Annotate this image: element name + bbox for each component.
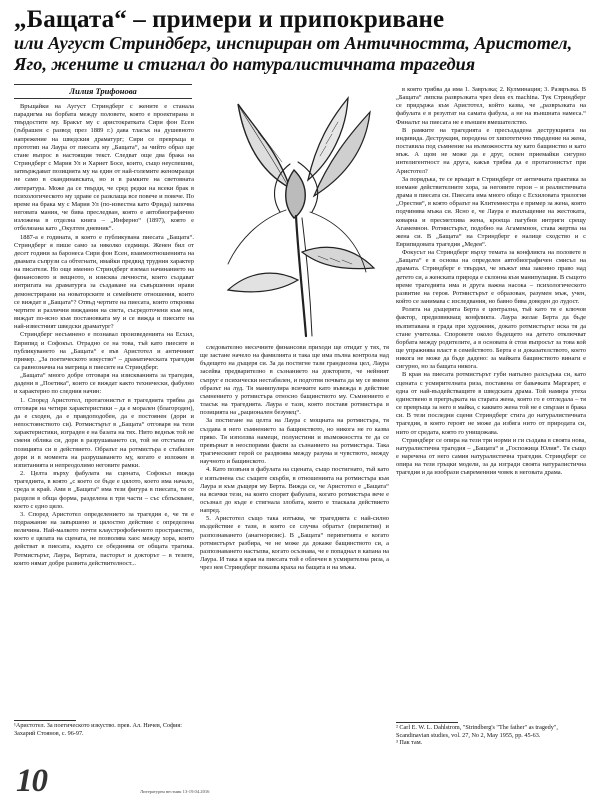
paragraph: В рамките на трагедията е пресъздадена деструкцията на индивида. Деструкция, породена от хипотетично твърдение на жена, поставила под съмнение на възможността му като бащинство и като мъж. А щом не може да е друг, освен приемайки сигурно интелигентност на друга, какъв трябва да е протагонистът при Аристотел? (396, 126, 586, 175)
paragraph: Стриндберг се опира на тези три норми и ги създава в своята нова, натуралистична трагедия – „Бащата“ и „Госпожица Юлия“. Тя също е наречена от него самия натуралистична трагедия. Стриндберг се опира на тези гръцки модели, за да изгради своята натуралистична трагедия и да изобрази съвременния човек в неговата драма. (396, 436, 586, 477)
footnote: ³ Пак там. (396, 739, 423, 747)
paragraph: За порядъка, те се връщат в Стриндберг от античната практика за вземане действителните хора, за неговите герои – и реалистичната драма в пиесата си. Пиесата има много общо с Есхиловата трилогия „Орестия“, в която образът на Клитемнестра е пример за жена, която подчинява мъжа си. Ясно е, че Лаура е въплъщение на жестоката, коварна и пресметлива жена, кроеща пагубни интриги срещу Агамемнон. Ротмистърът, подобно на Агамемнон, става жертва на жена си. В „Бащата“ на Стриндберг е налице сходство и с Еврипидовата трагедия „Медея“. (396, 175, 586, 248)
footnote-rule (396, 722, 458, 723)
byline-bottom-rule (14, 98, 192, 99)
paragraph: Стриндберг несъмнено е познавал произведенията на Есхил, Еврипид и Софокъл. Отрадно се на това, тъй като пиесите и публикуването на „Бащата“ е във Аристотел и античният пример. „За поетическото изкуство“ – драматическата трагедия са равнозначна на матрица в пиесите на Стриндберг. (14, 331, 194, 371)
paragraph: в която трябва да има 1. Завръзка; 2. Кулминация; 3. Развръзка. В „Бащата“ липсва развръзката чрез deus ex machina. Тук Стриндберг се придържа към Аристотел, който казва, че „развръзката на фабулата е в резултат на самата фабула, а не на външната намеса.“ Финалът на пиесата не е външен вмешателство. (396, 86, 586, 126)
footnote: ² Carl E. W. L. Dahlstrom, "Strindberg's "The father" as tragedy", Scandinavian studies, vol. 27, No 2, May 1955, pp. 45-63. (396, 724, 558, 739)
footnotes-right (396, 724, 586, 747)
paragraph: В края на пиесата ротмистърът губи напълно разсъдъка си, като сцената с усмирителната риза, поставена от бавачката Маргарет, е една от най-въздействащите в шведската драма. Той намира утеха единствено в прегръдката на старата жена, която го е отгледала – тя се превръща за него в майка, с каквато жена той не е свързан в брака си. В тези последни сцени Стриндберг стига до натуралистичната трагедия, в която героят не може да избяга нито от природата си, нито от средата, която го унищожава. (396, 371, 586, 436)
paragraph: 5. Аристотел също така изтъква, че трагедията с най-силно въздействие е тази, в която се случва обратът (перипетия) и разпознаването (анагноризис). В „Бащата“ перипетията е когато ротмистърът разбира, че не може да докаже бащинството си, а разпознаването настъпва, когато осъзнава, че е попаднал в капана на Лаура. И така в края на пиесата той е облечен в усмирителна риза, а чрез нея Стриндберг показва краха на бащата и на мъжа. (200, 515, 389, 572)
column-middle (200, 344, 389, 762)
paragraph: 1887-а е годината, в която е публикувана пиесата „Бащата“. Стриндберг я пише само за няколко седмици. Женен бил от десет години за баронеса Сири фон Есен, взаимоотношенията на двамата съпрузи са обтегнати, имайки предвид трудния характер на писателя. Но още именно Стриндберг вземал начинанието на финансовото и вещното, и изисква личности, които създават интригата на драматурга за създаване на съвършенни нрави демонстрирани на новаторските и семейните отношения, които се виждат в „Бащата“? Отвъд чертите на пиесата, които откроява чертите и различни виждания на света, съсредоточени към нея, виждат по-ясно към постановката му и се вижда и пиесите на най-известният шведски драматург? (14, 233, 194, 331)
article-subtitle: или Аугуст Стриндберг, инспириран от Античността, Аристотел, Яго, жените и стигнал до натуралистичната трагедия (14, 33, 573, 74)
paragraph: 4. Като позвъня в фабулата на сцената, също постигнато, тъй като е изпълнена със същите скърби, в отношенията на ротмистъра към Лаура и към дъщеря му Берта. Вижда се, че Аристотел е „Бащата“ на всички тези, на която спорят фабулата, когато ротмистъра вече е осъзнал до къде е стигнала злобата, която е тласкала действието напред. (200, 466, 389, 515)
paragraph: следователно месечните финансови приходи ще отидат у тях, тя ще застане начело на фамилията и така ще има пълна контрола над бъдещето на дъщеря си. За да постигне тази грандиозна цел, Лаура засейва предварително в съзнанието на докторите, че нейният съпруг е психически нестабилен, и подготвя почвата да му се вмени образът на луд. Тя манипулира всичките като въвежда в действие съмнението у ротмистъра относно бащинството му. Съмнението е тласък на трагедията. Лаура е тази, която поставя ротмистъра в позицията на „рационален безумец“. (200, 344, 389, 417)
illustration-drawing (198, 92, 394, 340)
paragraph: 2. Целта върху фабулата на сцената, Софокъл вижда трагедията, в която „с което се бъде е цялото, което има начало, среда и край. Ами в „Бащата“ има тези фигура в пиесата, тя се разделя в обща форма, разделена в три части – със сблъскване, което с едно цяло. (14, 470, 194, 510)
paragraph: „Бащата“ много добре отговаря на изискванията за трагедия, дадени в „Поетика“, които се виждат както технически, фабулно и характерно по следния начин: (14, 372, 194, 396)
author-byline: Лилия Трифонова (69, 86, 137, 96)
paragraph: 3. Според Аристотел определението за трагедия е, че тя е подражание на завършено и цялостно действие с определена величина. Най-малкото почти клаустрофобичното пространство, което е цялата на сцената, не позволява хаос между хора, които действат в пиесата, където се обединява от общата трагика. Ротмистърът, Лаура, Бертата, пасторът и докторът – в тезите, които нямат добре развита действителност... (14, 510, 194, 567)
column-right (396, 86, 586, 718)
paragraph: Фокусът на Стриндберг върху темата за конфликта на половете в „Бащата“ е в основа на определен автобиографичен смисъл на драмата. Стриндберг е твърдял, че мъжът има законно право над детето си, а женската природа е склонна към манипулация. В същото време трагедията има и друга важна насока – психологическото развитие на героя. Ротмистърът е образован, разумен мъж, учен, който се занимава с изследвания, но бавно бива доведен до лудост. (396, 249, 586, 306)
journal-issue-line: Литературен вестник 13-19.04.2016 (140, 789, 210, 794)
page-number: 10 (16, 763, 47, 799)
article-title: „Бащата“ – примери и припокриване (14, 6, 445, 33)
paragraph: 1. Според Аристотел, протагонистът в трагедията трябва да отговаря на четири характеристики – да е морален (благороден), да е сходен, да е правдоподобен, да е постоянен (дори и непостоянството си). Ротмистърът в „Бащата“ отговаря на тези характеристики, изграден е на базата на тях. Нито веднъж той не сменя облика си, дори в разрушаването си, той не отстъпва от позицията си в действието. Образът на ротмистъра е стабилен дори и в момента на разрушаването му, когато е изложен в изпитанията и непреодолимо неговите рамки. (14, 396, 194, 469)
paragraph: Връщайки на Аугуст Стриндберг с жените е станала парадигма на борбата между половете, която е проектирана в твърдостите му. Бракът му с аристократката Сири фон Есен (зъбрашен с развод през 1889 г.) дава тласък на душевното напрежение на шведския драматург; Сири се превръща в прототип на Лаура от пиесата му „Бащата“, за чийто образ ще стане въпрос в настоящия текст. Следват още два брака на Стриндберг с Мария Ул и Хариет Босе, които, също неуспешни, затвърждават позицията му на един от най-големите женомразци не само в скандинавската, но и в рамките на световната литература. Може да се твърди, че сред редки на всеки брак в психологическото му здраве се разклаща все повече и повече. По време на брака му с Мария Ул (по-известна като Фрида) започва неговата мания, че бива преследван, която е автобиографично изложена в отделна книга – „Инферно“ (1897), която е отбелязана като „Окултен дневник“. (14, 103, 194, 233)
paragraph: Ролята на дъщерята Берта е централна, тъй като тя е ключов фактор, предизвикващ конфликта. Лаура желае Берта да бъде възпитавана в града при художник, докато ротмистърът иска тя да стане учителка. Споровете около бъдещето на детето отключват борбата между родителите, а в основата ѝ стои въпросът за това кой ще упражнява власт в семейството. Берта е и доказателството, което никога не може да бъде дадено: за майката бащинството винаги е сигурно, но за бащата никога. (396, 306, 586, 371)
column-left (14, 103, 194, 713)
byline-top-rule (14, 84, 192, 85)
footnote-rule (14, 720, 76, 721)
paragraph: За постигане на целта на Лаура с мощната на ротмистъра, тя създава в него съмнението за бащинството, но никога не го казва пряко. Тя използва намеци, полуистини и възможността те да се превърнат в неоспорими факти за съзнанието на ротмистъра. Така трагическият герой се раздвоява между разума и чувството, между научното и бащинското. (200, 417, 389, 466)
footnote: ¹Аристотел. За поетическото изкуство. прев. Ал. Ничев, София: Захарий Стоянов, с. 96-97. (14, 722, 182, 737)
